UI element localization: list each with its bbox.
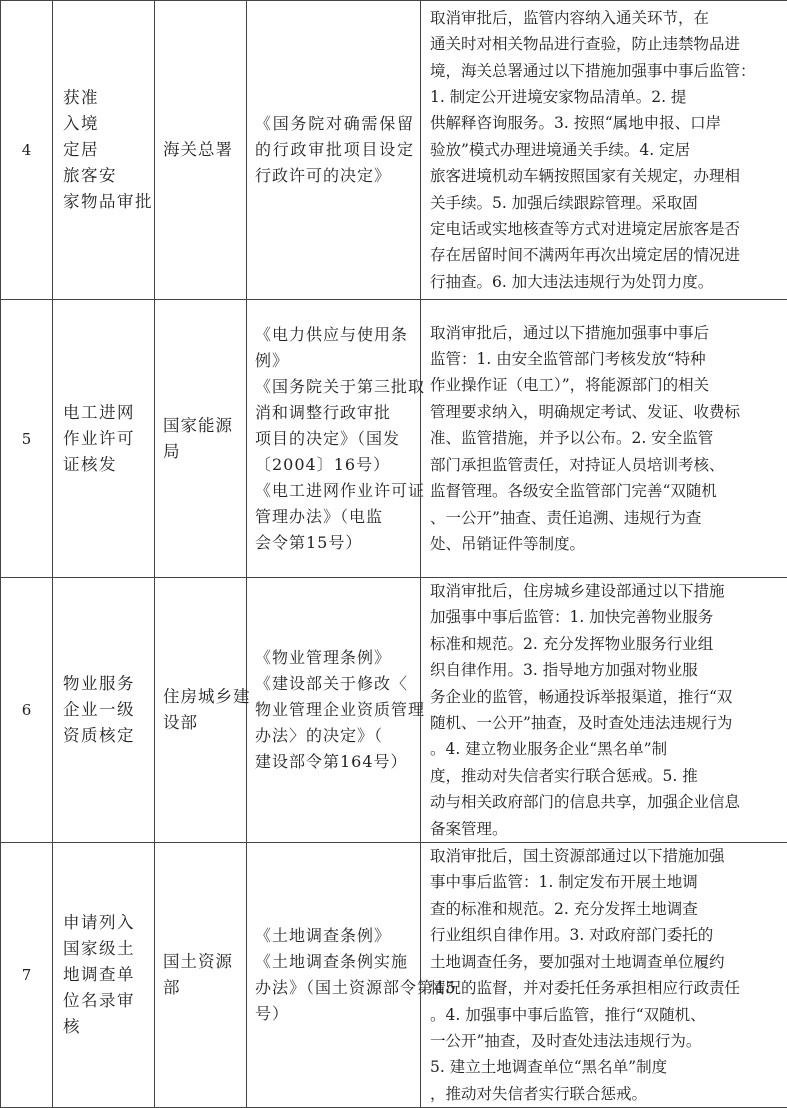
row-number: 6: [22, 701, 32, 719]
department-cell: [155, 578, 247, 843]
item-name-cell: [53, 578, 155, 843]
legal-basis-cell: [247, 1, 421, 300]
legal-basis-document: 《电力供应与使用条 例》: [255, 322, 414, 374]
row-number: 4: [22, 141, 32, 159]
item-name-cell: [53, 300, 155, 578]
table-row: [1, 300, 787, 578]
row-number: 5: [22, 430, 32, 448]
department-cell: [155, 1, 247, 300]
legal-basis-document: 《物业管理条例》: [255, 645, 414, 671]
row-number-cell: [1, 843, 53, 1108]
legal-basis-cell: [247, 578, 421, 843]
supervision-measures-cell: [421, 578, 787, 843]
row-number-cell: [1, 1, 53, 300]
legal-basis-document: 《土地调查条例》: [255, 923, 414, 949]
row-number-cell: [1, 578, 53, 843]
row-number-cell: [1, 300, 53, 578]
table-body: [1, 1, 787, 1108]
item-name: 获准 入境 定居 旅客安 家物品审批: [63, 85, 148, 215]
table-row: [1, 843, 787, 1108]
legal-basis-document: 《国务院对确需保留的行政审批项目设定行政许可的决定》: [255, 111, 414, 189]
item-name: 物业服务 企业一级 资质核定: [63, 671, 148, 749]
department: 国家能源 局: [163, 413, 240, 465]
item-name-cell: [53, 843, 155, 1108]
table-row: [1, 578, 787, 843]
supervision-measures-cell: [421, 1, 787, 300]
supervision-measures: 取消审批后，通过以下措施加强事中事后 监管：1. 由安全监管部门考核发放“特种 作业操作证（电工）”，将能源部门的相关 管理要求纳入，明确规定考试、发证、收费标 准、监管措施，并予以公布。2. 安全监管 部门承担监管责任，对持证人员培训考核、 监督管理。各级安全监管部门完善“双随机 、一公开”抽查、责任追溯、违规行为查 处、吊销证件等制度。: [430, 320, 780, 558]
legal-basis-document: 《建设部关于修改〈 物业管理企业资质管理 办法〉的决定》（ 建设部令第164号）: [255, 671, 414, 775]
department: 国土资源 部: [163, 949, 240, 1001]
department: 住房城乡建 设部: [163, 684, 240, 736]
legal-basis-document: 《国务院关于第三批取 消和调整行政审批 项目的决定》（国发 〔2004〕16号）: [255, 374, 414, 478]
supervision-measures: 取消审批后，国土资源部通过以下措施加强 事中事后监管：1. 制定发布开展土地调 查的标准和规范。2. 充分发挥土地调查 行业组织自律作用。3. 对政府部门委托的 土地调查任务，要加强对土地调查单位履约 情况的监督，并对委托任务承担相应行政责任 。4. 加强事中事后监管，推行“双随机、 一公开”抽查，及时查处违法违规行为。 5. 建立土地调查单位“黑名单”制度 ，推动对失信者实行联合惩戒。: [430, 843, 780, 1107]
department-cell: [155, 300, 247, 578]
legal-basis-cell: [247, 843, 421, 1108]
supervision-measures-cell: [421, 843, 787, 1108]
legal-basis-cell: [247, 300, 421, 578]
table-row: [1, 1, 787, 300]
supervision-measures: 取消审批后，监管内容纳入通关环节，在 通关时对相关物品进行查验，防止违禁物品进 境，海关总署通过以下措施加强事中事后监管： 1. 制定公开进境安家物品清单。2. 提 供解释咨询服务。3. 按照“属地申报、口岸 验放”模式办理进境通关手续。4. 定居 旅客进境机动车辆按照国家有关规定，办理相 关手续。5. 加强后续跟踪管理。采取固 定电话或实地核查等方式对进境定居旅客是否 存在居留时间不满两年再次出境定居的情况进 行抽查。6. 加大违法违规行为处罚力度。: [430, 5, 780, 295]
item-name-cell: [53, 1, 155, 300]
row-number: 7: [22, 966, 32, 984]
department: 海关总署: [163, 137, 240, 163]
item-name: 电工进网 作业许可 证核发: [63, 400, 148, 478]
department-cell: [155, 843, 247, 1108]
legal-basis-document: 《土地调查条例实施 办法》（国土资源部令第45 号）: [255, 949, 414, 1027]
supervision-measures-cell: [421, 300, 787, 578]
supervision-measures: 取消审批后，住房城乡建设部通过以下措施 加强事中事后监管：1. 加快完善物业服务 标准和规范。2. 充分发挥物业服务行业组 织自律作用。3. 指导地方加强对物业服 务企业的监管，畅通投诉举报渠道，推行“双 随机、一公开”抽查，及时查处违法违规行为 。4. 建立物业服务企业“黑名单”制 度，推动对失信者实行联合惩戒。5. 推 动与相关政府部门的信息共享，加强企业信息 备案管理。: [430, 578, 780, 842]
legal-basis-document: 《电工进网作业许可证 管理办法》（电监 会令第15号）: [255, 478, 414, 556]
item-name: 申请列入 国家级土 地调查单 位名录审 核: [63, 910, 148, 1040]
